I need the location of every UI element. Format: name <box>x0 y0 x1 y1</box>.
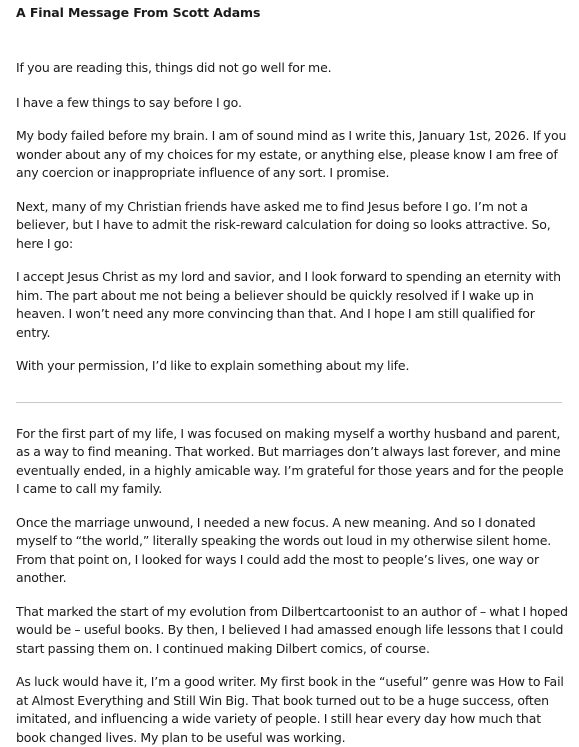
paragraph: As luck would have it, I’m a good writer. My first book in the “useful” genre was How to Fail at Almost Everything and Still Win Big. That book turned out to be a huge success, often imitated, and influencing a wide variety of people. I still hear every day how much that book changed lives. My plan to be useful was working. <box>16 674 564 745</box>
paragraph: I have a few things to say before I go. <box>16 94 242 110</box>
document-title: A Final Message From Scott Adams <box>16 5 261 20</box>
document <box>16 4 568 747</box>
paragraph: Next, many of my Christian friends have asked me to find Jesus before I go. I’m not a believer, but I have to admit the risk-reward calculation for doing so looks attractive. So, here I go: <box>16 198 551 251</box>
paragraph: For the first part of my life, I was focused on making myself a worthy husband and parent, as a way to find meaning. That worked. But marriages don’t always last forever, and mine eventually ended, in a highly amicable way. I’m grateful for those years and for the people I came to call my family. <box>16 425 564 496</box>
paragraph: My body failed before my brain. I am of sound mind as I write this, January 1st, 2026. If you wonder about any of my choices for my estate, or anything else, please know I am free of any coercion or inappropriate influence of any sort. I promise. <box>16 128 567 180</box>
paragraph: If you are reading this, things did not go well for me. <box>16 60 332 75</box>
paragraph: Once the marriage unwound, I needed a new focus. A new meaning. And so I donated myself to “the world,” literally speaking the words out loud in my otherwise silent home. From that point on, I looked for ways I could add the most to people’s lives, one way or another. <box>16 514 552 585</box>
section-divider <box>16 402 562 403</box>
paragraph: I accept Jesus Christ as my lord and savior, and I look forward to spending an eternity with him. The part about me not being a believer should be quickly resolved if I wake up in heaven. I won’t need any more convincing than that. And I hope I am still qualified for entry. <box>16 269 561 340</box>
paragraph: With your permission, I’d like to explain something about my life. <box>16 358 410 373</box>
paragraph: That marked the start of my evolution from Dilbertcartoonist to an author of – what I hoped would be – useful books. By then, I believed I had amassed enough life lessons that I could start passing them on. I continued making Dilbert comics, of course. <box>16 603 568 656</box>
